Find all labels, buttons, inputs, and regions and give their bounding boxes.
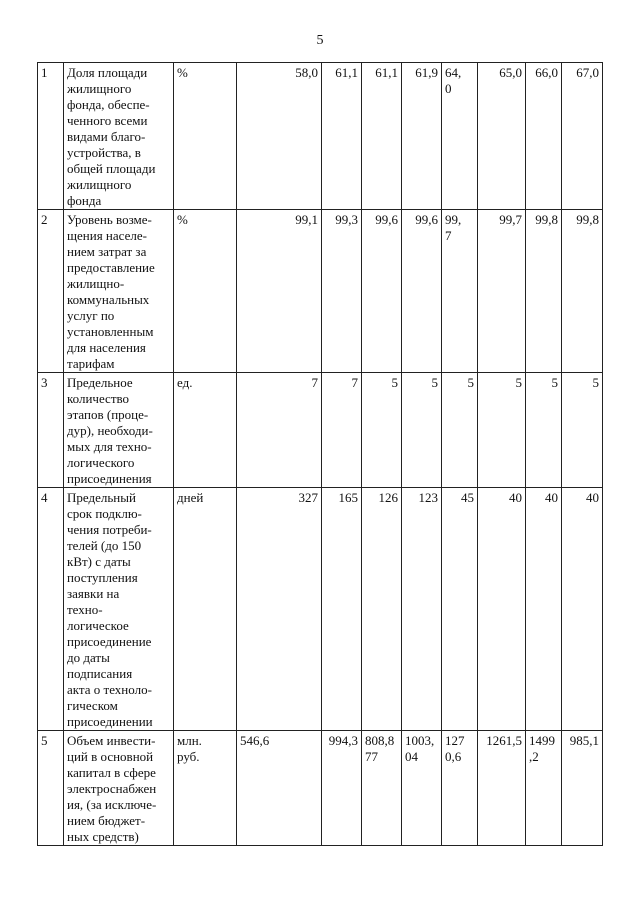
value-cell: 5 [442, 373, 478, 488]
indicator-name: Доля площади жилищного фонда, обеспе- ченного всеми видами благо- устройства, в общей площади жилищного фонда [64, 63, 174, 210]
value-cell: 5 [562, 373, 603, 488]
value-cell: 985,1 [562, 731, 603, 846]
value-cell: 7 [322, 373, 362, 488]
value-cell: 808,8 77 [362, 731, 402, 846]
value-cell: 7 [237, 373, 322, 488]
value-cell: 126 [362, 488, 402, 731]
value-cell: 123 [402, 488, 442, 731]
unit-cell: дней [174, 488, 237, 731]
indicator-name: Уровень возме- щения населе- нием затрат за предоставление жилищно- коммунальных услуг по установленным для населения тарифам [64, 210, 174, 373]
value-cell: 99,8 [562, 210, 603, 373]
table-row [38, 373, 603, 488]
value-cell: 99,1 [237, 210, 322, 373]
unit-cell: млн. руб. [174, 731, 237, 846]
table-row [38, 731, 603, 846]
value-cell: 994,3 [322, 731, 362, 846]
value-cell: 66,0 [526, 63, 562, 210]
row-number: 1 [38, 63, 64, 210]
row-number: 2 [38, 210, 64, 373]
value-cell: 45 [442, 488, 478, 731]
value-cell: 99,8 [526, 210, 562, 373]
table-row [38, 63, 603, 210]
value-cell: 165 [322, 488, 362, 731]
value-cell: 64, 0 [442, 63, 478, 210]
value-cell: 5 [362, 373, 402, 488]
value-cell: 40 [526, 488, 562, 731]
unit-cell: % [174, 63, 237, 210]
value-cell: 99, 7 [442, 210, 478, 373]
value-cell: 67,0 [562, 63, 603, 210]
value-cell: 127 0,6 [442, 731, 478, 846]
unit-cell: % [174, 210, 237, 373]
indicator-name: Предельное количество этапов (проце- дур), необходи- мых для техно- логического присоединения [64, 373, 174, 488]
value-cell: 61,1 [362, 63, 402, 210]
row-number: 5 [38, 731, 64, 846]
value-cell: 5 [478, 373, 526, 488]
value-cell: 5 [402, 373, 442, 488]
table-row [38, 488, 603, 731]
unit-cell: ед. [174, 373, 237, 488]
value-cell: 99,6 [362, 210, 402, 373]
value-cell: 40 [478, 488, 526, 731]
value-cell: 99,7 [478, 210, 526, 373]
value-cell: 1261,5 [478, 731, 526, 846]
value-cell: 65,0 [478, 63, 526, 210]
value-cell: 546,6 [237, 731, 322, 846]
value-cell: 5 [526, 373, 562, 488]
value-cell: 58,0 [237, 63, 322, 210]
value-cell: 99,3 [322, 210, 362, 373]
table-row [38, 210, 603, 373]
row-number: 3 [38, 373, 64, 488]
row-number: 4 [38, 488, 64, 731]
value-cell: 99,6 [402, 210, 442, 373]
indicators-table [37, 62, 603, 846]
value-cell: 1003, 04 [402, 731, 442, 846]
indicator-name: Предельный срок подклю- чения потреби- телей (до 150 кВт) с даты поступления заявки на техно- логическое присоединение до даты подписания акта о техноло- гическом присоединении [64, 488, 174, 731]
page-number: 5 [316, 33, 324, 48]
value-cell: 40 [562, 488, 603, 731]
value-cell: 61,9 [402, 63, 442, 210]
value-cell: 327 [237, 488, 322, 731]
value-cell: 61,1 [322, 63, 362, 210]
value-cell: 1499 ,2 [526, 731, 562, 846]
indicator-name: Объем инвести- ций в основной капитал в сфере электроснабжен ия, (за исключе- нием бюджет- ных средств) [64, 731, 174, 846]
